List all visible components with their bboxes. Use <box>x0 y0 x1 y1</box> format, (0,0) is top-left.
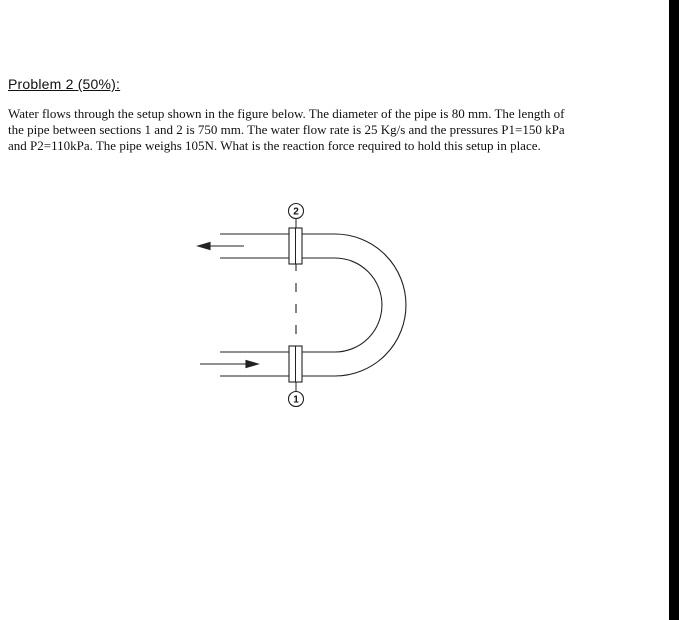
bend-inner-wall <box>335 258 382 352</box>
problem-statement-line: Water flows through the setup shown in the figure below. The diameter of the pipe is 80 mm. The length of <box>8 106 565 121</box>
outflow-arrow-head <box>198 243 210 250</box>
problem-title: Problem 2 (50%): <box>8 76 121 92</box>
problem-statement-line: and P2=110kPa. The pipe weighs 105N. What is the reaction force required to hold this setup in place. <box>8 138 541 153</box>
bend-outer-wall <box>335 234 406 376</box>
problem-statement-line: the pipe between sections 1 and 2 is 750 mm. The water flow rate is 25 Kg/s and the pressures P1=150 kPa <box>8 122 565 137</box>
inflow-arrow-head <box>246 361 258 368</box>
section-1-label: 1 <box>293 394 299 406</box>
section-2-label: 2 <box>293 206 299 218</box>
